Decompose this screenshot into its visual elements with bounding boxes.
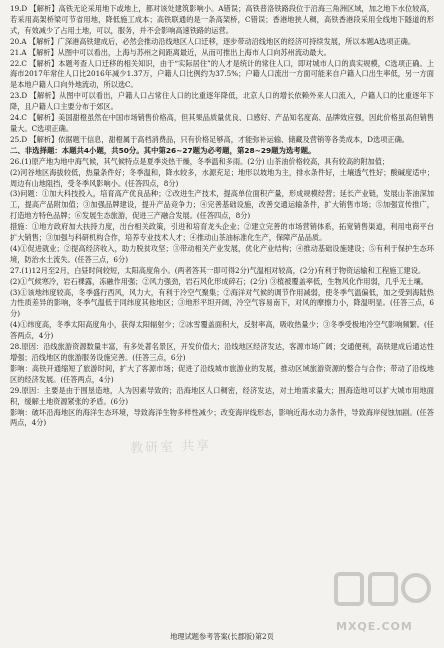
- answer-28-impact: 影响：高铁开通缩短了旅游时间，扩大了客源市场；促进了沿线城市旅游业的发展，推动区域旅游资源的整合与合作；带动了沿线地区的经济发展。(任答两点，4分): [10, 363, 434, 384]
- answer-26-3: (3)问题：①加大科技投入，培育高产优良品种；②改进生产技术，提高单位面积产量，形成规模经营；延长产业链，发展山茶油深加工，提高产品附加值；③加强品牌建设，提升产品竞争力；④完善基础设施，改善交通运输条件，扩大销售市场；⑤加强宣传推广，打造地方特色品牌；⑥发展生态旅游，促进三产融合发展。(任答四点，8分): [10, 189, 434, 221]
- answer-20: 20.A 【解析】广深港高铁建成后，必然会推动沿线地区人口迁移，逐步带动沿线地区的经济可持续发展，所以本题A选项正确。: [10, 36, 416, 46]
- answer-21: 21.A 【解析】从图中可以看出，上海与苏州之间距离最近，从而可推出上海市人口向苏州流动最大。: [10, 47, 331, 57]
- page-footer: 地理试题参考答案(长郡版)第2页: [170, 632, 274, 641]
- answer-26-4: (4)①促进就业；②提高经济收入，助力脱贫攻坚；③带动相关产业发展，优化产业结构；④推动基础设施建设；⑤有利于保护生态环境，防治水土流失。(任答三点，6分): [10, 243, 434, 264]
- open-answers: [10, 157, 434, 430]
- answer-27-1: 27.(1)12月至2月，白昼时间较短，太阳高度角小。(两者答其一即可得2分)气温相对较高，(2分)有利于物资运输和工程施工建设。: [10, 265, 426, 275]
- section-title: 二、非选择题：本题共4小题，共50分。其中第26~27题为必考题，第28~29题为选考题。: [10, 145, 316, 155]
- watermark-brand: MXQE.COM: [336, 620, 413, 633]
- answer-26-1: 26.(1)原产地为地中海气候，其气候特点是夏季炎热干燥，冬季温和多雨。(2分) 山茶油价格较高，具有较高的附加值；: [10, 156, 390, 166]
- answer-27-2: (2)①气候寒冷，岩石裸露，冻融作用强；②风力强劲，岩石风化形成碎石；(2分) ③植被覆盖率低，生物风化作用弱，几乎无土壤。: [10, 276, 428, 286]
- answer-27-3: (3)①该地纬度较高，冬季盛行西风，风力大，有利于冷空气聚集；②海洋对气候的调节作用减弱，使冬季气温偏低，加之受到海陆热力性质差异的影响，冬季气温低于同纬度其他地区；③地形平坦开阔，冷空气容易南下，对风的摩擦力小，降温明显。(任答三点，6分): [10, 287, 434, 319]
- answer-22: 22.C 【解析】本题考查人口迁移的相关知识，由于“实际居住”的人才是统计的常住人口，即对城市人口的真实规模，C选项正确。上海市2017年常住人口比2016年减少1.37万，户籍人口比例约为37.5%；户籍人口流出一方面可能来自户籍人口出生率低，另一方面是本地户籍人口向外地流动，所以选C。: [10, 58, 434, 90]
- answer-28-reason: 28.原因：沿线旅游资源数量丰富，有多处著名景区，开发价值大；沿线地区经济发达，客源市场广阔；交通便利，高铁建成后通达性增强；沿线地区的旅游服务设施完善。(任答三点，6分): [10, 342, 434, 362]
- answer-29-impact: 影响：破坏沿海地区的海洋生态环境，导致海洋生物多样性减少；改变海岸线形态，影响近海水动力条件，导致海岸侵蚀加剧。(任答两点，4分): [10, 407, 434, 428]
- answer-27-4: (4)①纬度高，冬季太阳高度角小，获得太阳辐射少；②冰雪覆盖面积大，反射率高，吸收热量少；③冬季受极地冷空气影响频繁。(任答两点，4分): [10, 320, 434, 341]
- answer-24: 24.C 【解析】美国甜橙虽然在中国市场销售价格高，但其果品质量优良、口感好、产品知名度高、品牌效应强，因此价格虽高但销售量大。C选项正确。: [10, 113, 434, 133]
- answer-19: 19.D 【解析】高铁无论采用地下或地上，都对该处建筑影响小。A错误；高铁普洛铁路段位于沿海三角洲区域，加之地下水位较高，若采用高架桥梁可节省用地，降低施工成本；高铁联通的是一条高架桥，C错误；香港地狭人稠，高铁香港段采用全线地下隧道的形式，有效减少了占用土地，可以，服务，并不会影响高速铁路的运营。: [10, 4, 434, 35]
- mc-answers: [10, 4, 434, 146]
- answer-26-2: (2)河谷地区海拔较低，热量条件好；冬季温和，降水较多，水源充足；地形以坡地为主，排水条件好，土壤透气性好；酸碱度适中；周边有山地阻挡，受冬季风影响小。(任答四点，8分): [10, 167, 434, 188]
- answer-25: 25.D 【解析】依据题干信息，甜橙属于高档消费品，只有价格足够高，才能弥补运输、储藏及营销等各类成本，D选项正确。: [10, 134, 409, 144]
- answer-23: 23.D 【解析】从图中可以看出，户籍人口占常住人口的比重逐年降低，北京人口的增长依赖外来人口流入，户籍人口的比重逐年下降，且户籍人口主要分布于郊区。: [10, 91, 434, 112]
- answer-26-3b: 措施：①地方政府加大扶持力度，出台相关政策，引进和培育龙头企业；②建立完善的市场营销体系，拓宽销售渠道，利用电商平台扩大销售；③加强与科研机构合作，培养专业技术人才；④推动山茶油标准化生产，保障产品品质。: [10, 222, 434, 243]
- answer-29-reason: 29.原因：主要是由于围垦造地，人为因素导致的；沿海地区人口稠密，经济发达，对土地需求量大；围海造地可以扩大城市用地面积，缓解土地资源紧张的矛盾。(6分): [10, 385, 434, 406]
- watermark-stamp: 教研室 共享: [129, 438, 212, 457]
